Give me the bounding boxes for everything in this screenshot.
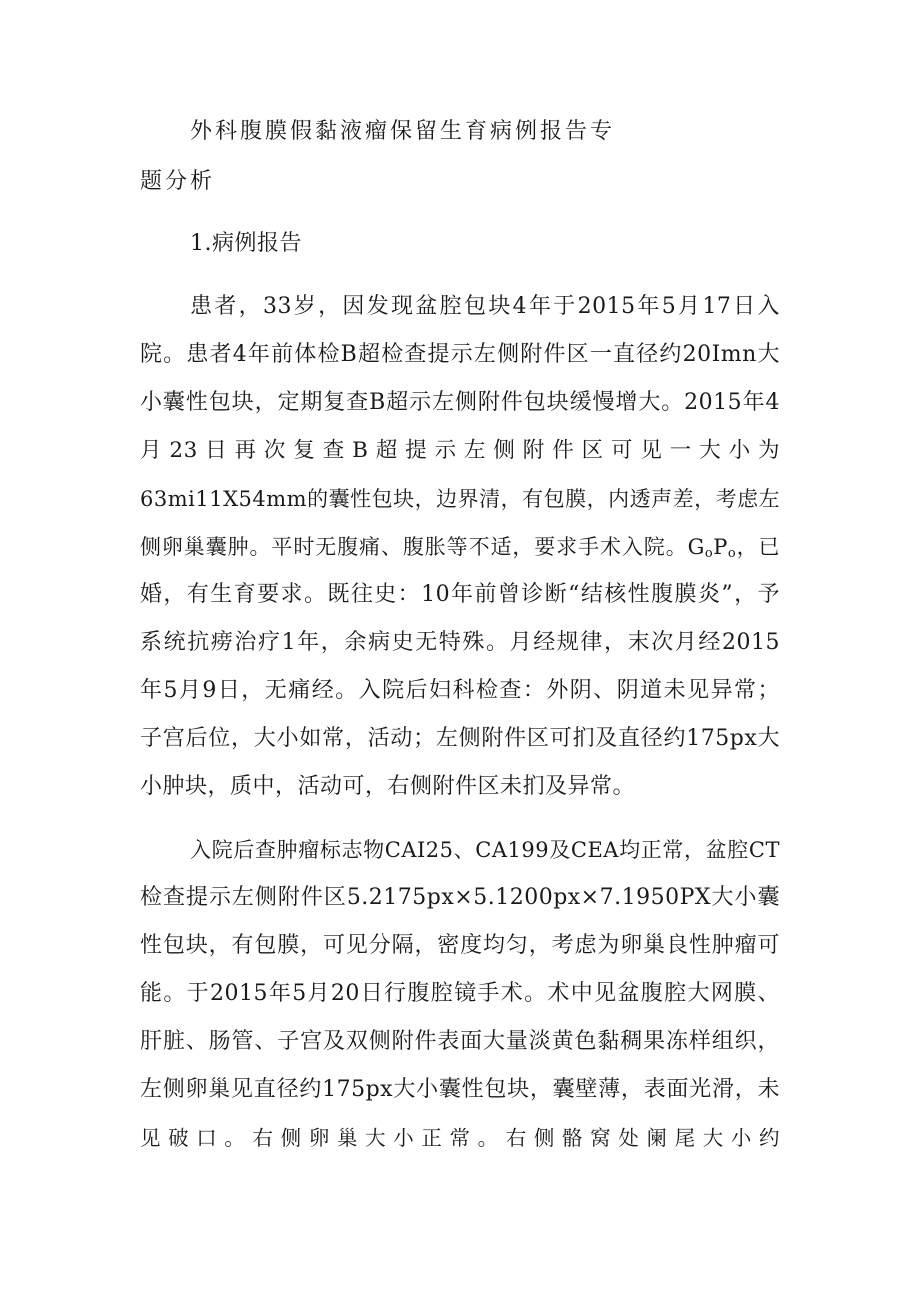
paragraph-2-line: 肝脏、肠管、子宫及双侧附件表面大量淡黄色黏稠果冻样组织，	[140, 1029, 780, 1054]
paragraph-1-line: 年5月9日，无痛经。入院后妇科检查：外阴、阴道未见异常；	[140, 678, 780, 703]
document-title-line-2: 题分析	[140, 169, 216, 194]
paragraph-2-line: 左侧卵巢见直径约175px大小囊性包块，囊壁薄，表面光滑，未	[140, 1077, 780, 1102]
paragraph-1-line: 系统抗痨治疗1年，余病史无特殊。月经规律，末次月经2015	[140, 630, 780, 655]
paragraph-1-line: 院。患者4年前体检B超检查提示左侧附件区一直径约20Imn大	[140, 342, 780, 367]
paragraph-2-line: 性包块，有包膜，可见分隔，密度均匀，考虑为卵巢良性肿瘤可	[140, 933, 780, 958]
paragraph-1-line: 月 23 日 再 次 复 查 B 超 提 示 左 侧 附 件 区 可 见 一 大 小 为	[140, 438, 780, 463]
paragraph-2-line: 能。于2015年5月20日行腹腔镜手术。术中见盆腹腔大网膜、	[140, 981, 780, 1006]
paragraph-2-line: 见 破 口 。 右 侧 卵 巢 大 小 正 常 。 右 侧 骼 窝 处 阑 尾 大 小 约	[140, 1126, 780, 1150]
line-text: P	[713, 535, 728, 559]
paragraph-2-line: 检查提示左侧附件区5.2175px×5.1200px×7.1950PX大小囊	[140, 885, 780, 910]
paragraph-1-line: 小囊性包块，定期复查B超示左侧附件包块缓慢增大。2015年4	[140, 390, 780, 415]
document-title-line-1: 外科腹膜假黏液瘤保留生育病例报告专	[190, 119, 616, 144]
paragraph-1-line: 子宫后位，大小如常，活动；左侧附件区可扪及直径约175px大	[140, 726, 780, 751]
section-heading: 1.病例报告	[190, 231, 302, 256]
paragraph-1-line: 63mi11X54mm的囊性包块，边界清，有包膜，内透声差，考虑左	[140, 487, 781, 511]
line-text: 侧卵巢囊肿。平时无腹痛、腹胀等不适，要求手术入院。G	[140, 535, 705, 559]
paragraph-1-line-with-subscript	[140, 532, 780, 562]
paragraph-1-line: 婚，有生育要求。既往史：10年前曾诊断“结核性腹膜炎”，予	[140, 582, 780, 607]
paragraph-2-line: 入院后查肿瘤标志物CAI25、CA199及CEA均正常，盆腔CT	[190, 838, 780, 862]
line-text: ，已	[736, 535, 780, 559]
paragraph-1-line: 小肿块，质中，活动可，右侧附件区未扪及异常。	[140, 774, 636, 799]
paragraph-1-line: 患者，33岁，因发现盆腔包块4年于2015年5月17日入	[190, 294, 780, 319]
subscript: o	[704, 546, 714, 561]
subscript: o	[727, 546, 737, 561]
